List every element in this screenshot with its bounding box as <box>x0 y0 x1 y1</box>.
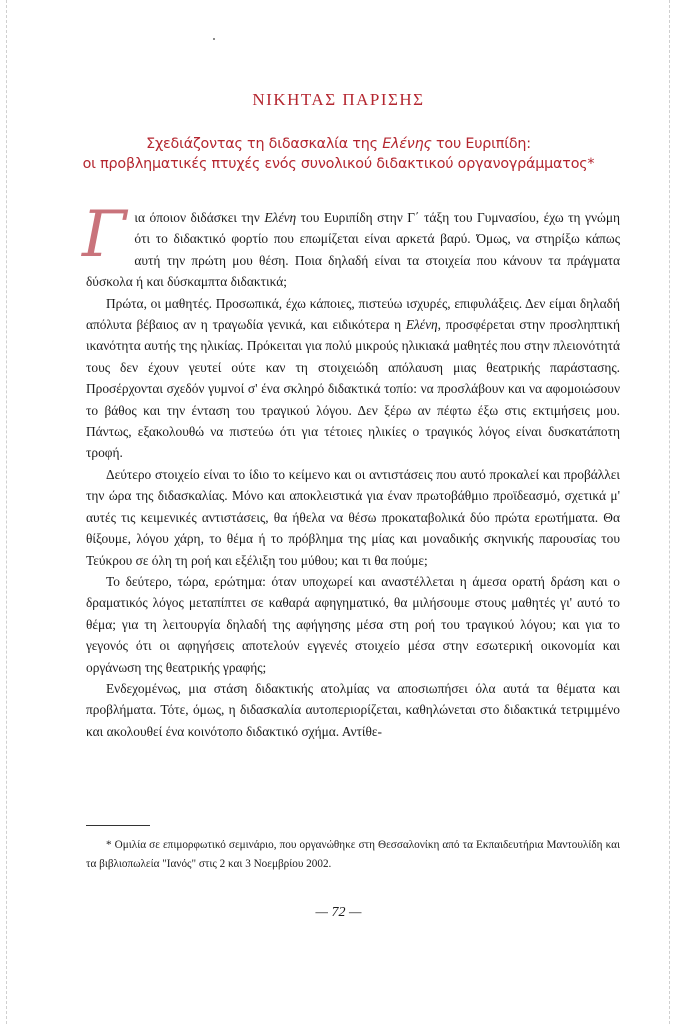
footnote <box>86 836 620 874</box>
paragraph-2-text-cont: , προσφέρεται στην προσληπτική ικανότητα αυτής της ηλικίας. Πρόκειται για πολύ μικρούς ηλικιακά μαθητές που στην πλειονότητά τους δεν έχουν γευτεί ούτε καν τη στοιχειώδη απόλαυση μιας θεατρικής παράστασης. Προσέρχονται σχεδόν γυμνοί σ' ένα σκληρό διδακτικά τοπίο: να προσλάβουν και να αφομοιώσουν το βάθος και την ένταση του τραγικού λόγου. Δεν ξέρω αν πέφτω έξω στις εκτιμήσεις μου. Πάντως, εξακολουθώ να πιστεύω ότι για τέτοιες ηλικίες ο τραγικός λόγος είναι δυσκατάποτη τροφή. <box>86 317 620 461</box>
paragraph-1-text-cont: του Ευριπίδη στην Γ΄ τάξη του Γυμνασίου, έχω τη γνώμη ότι το διδακτικό φορτίο που επωμίζεται είναι αρκετά βαρύ. Όμως, να στηρίξω κάπως αυτή την πρώτη μου θέση. Ποια δηλαδή είναι τα στοιχεία που κάνουν τα πράγματα δύσκολα ή και δύσκαμπτα διδακτικά; <box>86 210 620 290</box>
footnote-text: * Ομιλία σε επιμορφωτικό σεμινάριο, που οργανώθηκε στη Θεσσαλονίκη από τα Εκπαιδευτήρια Μαντουλίδη και τα βιβλιοπωλεία "Ιανός" στις 2 και 3 Νοεμβρίου 2002. <box>86 839 620 870</box>
work-name: Ελένη <box>405 317 438 333</box>
title-work-name: Ελένης <box>382 136 432 152</box>
paragraph-4: Το δεύτερο, τώρα, ερώτημα: όταν υποχωρεί και αναστέλλεται η άμεσα ορατή δράση και ο δραματικός λόγος μεταπίπτει σε καθαρά αφηγηματικό, θα μιλήσουμε στους μαθητές γι' αυτό το θέμα; για τη λειτουργία δηλαδή της αφήγησης μέσα στη ροή του τραγικού λόγου; και για το γεγονός ότι οι αφηγήσεις αποτελούν εγγενές στοιχείο μέσα στην εσωτερική οικονομία και οργάνωση της θεατρικής γραφής; <box>86 573 620 675</box>
speck-mark <box>213 38 215 40</box>
title-line-2: οι προβληματικές πτυχές ενός συνολικού διδακτικού οργανογράμματος* <box>82 156 595 172</box>
work-name: Ελένη <box>264 210 297 225</box>
article-title <box>60 134 617 174</box>
title-text: Σχεδιάζοντας τη διδασκαλία της <box>146 136 383 152</box>
author-name: ΝΙΚΗΤΑΣ ΠΑΡΙΣΗΣ <box>252 90 425 109</box>
paragraph-5: Ενδεχομένως, μια στάση διδακτικής ατολμίας να αποσιωπήσει όλα αυτά τα θέματα και προβλήματα. Τότε, όμως, η διδασκαλία αυτοπεριορίζεται, καθηλώνεται στο διδακτικά τετριμμένο και ακολουθεί ένα κοινότοπο διδακτικό σχήμα. Αντίθε- <box>86 680 620 739</box>
right-page-edge <box>669 0 671 1024</box>
left-page-edge <box>6 0 8 1024</box>
paragraph-2-text: Πρώτα, οι μαθητές. Προσωπικά, έχω κάποιες, πιστεύω ισχυρές, επιφυλάξεις. Δεν είμαι δηλαδή απόλυτα βέβαιος αν η τραγωδία γενικά, και ειδικότερα η <box>86 295 620 333</box>
title-text-end: του Ευριπίδη: <box>431 136 531 152</box>
page-number: — 72 — <box>315 905 362 920</box>
paragraph-1 <box>82 198 620 293</box>
footnote-rule <box>86 825 150 826</box>
paragraph-3: Δεύτερο στοιχείο είναι το ίδιο το κείμενο και οι αντιστάσεις που αυτό προκαλεί και προβάλλει την ώρα της διδασκαλίας. Μόνο και αποκλειστικά για έναν πρωτοβάθμιο προϊδεασμό, σχετικά μ' αυτές τις κειμενικές αντιστάσεις, θα ήθελα να θέσω προκαταβολικά δύο πρώτα ερωτήματα. Θα θίξουμε, λόγου χάρη, το θέμα ή το πρόβλημα της μίας και μοναδικής σκηνικής παρουσίας του Τεύκρου σε όλη τη ροή και εξέλιξη του μύθου; και τι θα πούμε; <box>86 466 620 568</box>
paragraph-1-text: ια όποιον διδάσκει την <box>134 210 265 225</box>
drop-cap: Γ <box>82 198 127 272</box>
article-body <box>82 198 620 742</box>
paragraph-2 <box>86 293 620 464</box>
title-line-1 <box>60 134 617 154</box>
